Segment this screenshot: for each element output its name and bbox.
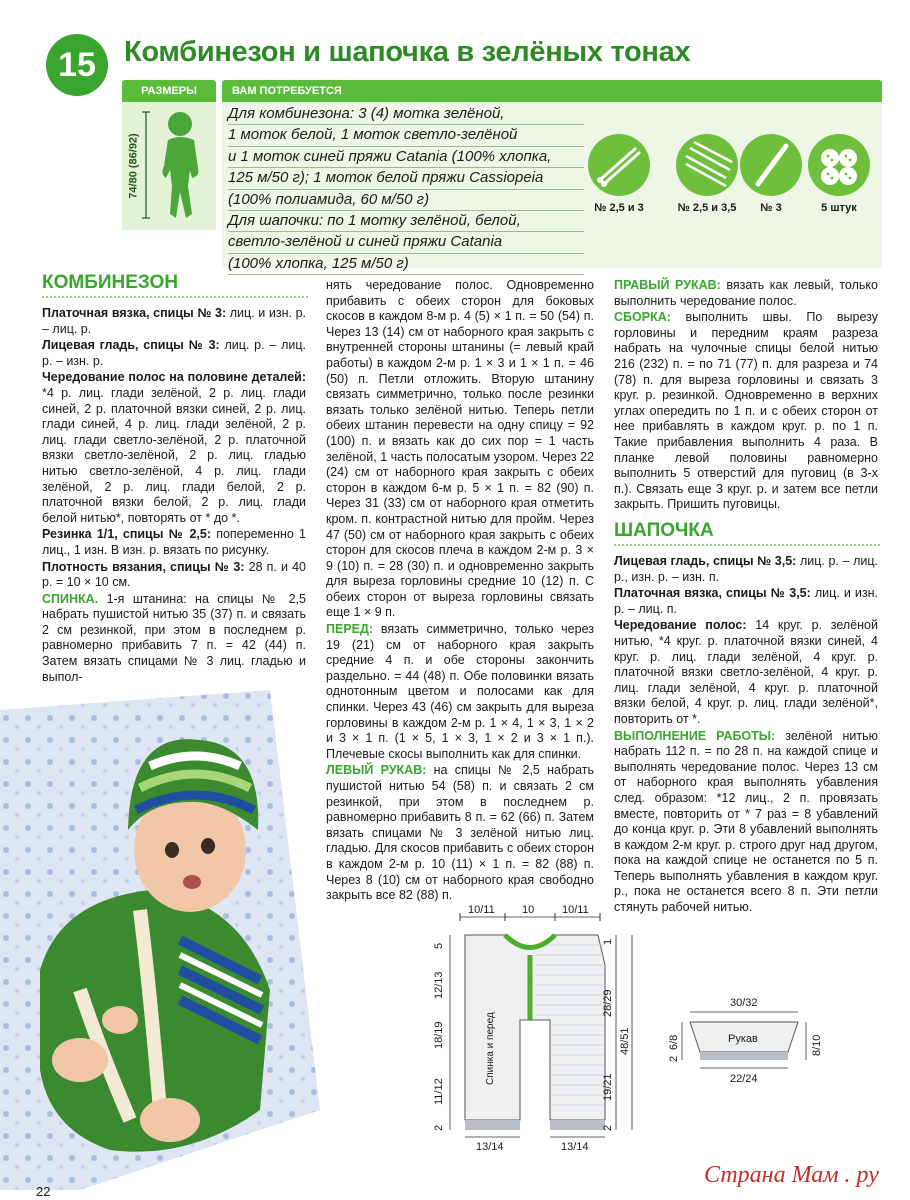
column-3-text-top <box>614 278 878 514</box>
sleeve-dim-top: 30/32 <box>730 997 758 1009</box>
column-3-text-bottom <box>614 554 878 917</box>
watermark: Страна Мам . ру <box>704 1162 879 1188</box>
dim-bottom-right: 13/14 <box>561 1141 589 1153</box>
term: Платочная вязка, спицы № 3: <box>42 306 227 320</box>
text: лиц. р. – лиц. р. – изн. р. <box>42 338 306 368</box>
dim-left-2: 18/19 <box>433 1021 445 1049</box>
term: Платочная вязка, спицы № 3,5: <box>614 586 811 601</box>
text: вязать симметрично, только через 19 (21) см от наборного края закрыть средние 4 п. и обе стороны закончить раздельно. = 44 (48) п. Обе половинки вязать однотонным цветом и полосами как для спинки. Через 43 (46) см закрыть для выреза горловины в каждом 2-м р. 1 × 4, 1 × 3, 1 × 2 и 3 × 1 п. (1 × 5, 1 × 3, 1 × 2 и 3 × 1 п.). Плечевые скосы выполнить как для спинки. <box>326 622 594 761</box>
sleeve-dim-right: 8/10 <box>811 1034 823 1056</box>
term: Резинка 1/1, спицы № 2,5: <box>42 527 211 542</box>
text: выполнить швы. По вырезу горловины и передним краям разреза набрать на чулочные спицы белой нитью 216 (232) п. = по 71 (77) п. для разреза и 74 (78) п. для выреза горловины и связать 3 круг. р. резинкой. Одновременно в верхних углах опередить по 1 п. и с обеих сторон от нее прибавлять в каждом круг. р. по 1 п. Такие прибавления выполнить 4 раза. В планке левой половины равномерно выполнить 5 отверстий для пуговиц (в 3-х п.). Связать еще 3 круг. р. и затем все петли закрыть. Пришить пуговицы. <box>614 310 878 512</box>
materials-line: (100% хлопка, 125 м/50 г) <box>228 254 584 275</box>
dim-right-top: 28/29 <box>602 989 614 1017</box>
term: Лицевая гладь, спицы № 3: <box>42 338 220 353</box>
dim-right-bottom: 19/21 <box>602 1073 614 1101</box>
subhead: ВЫПОЛНЕНИЕ РАБОТЫ: <box>614 728 776 743</box>
sleeve-dim-left2: 6/8 <box>668 1034 680 1050</box>
buttons-icon <box>808 134 870 196</box>
section-heading-hat: ШАПОЧКА <box>614 520 714 541</box>
materials-line: (100% полиамида, 60 м/50 г) <box>228 190 584 211</box>
dim-top-left: 10/11 <box>468 904 495 916</box>
materials-line: 1 моток белой, 1 моток светло-зелёной <box>228 125 584 146</box>
text: зелёной нитью набрать 112 п. = по 28 п. на каждой спице и выполнять чередование полос. Через 13 см от наборного края выполнять убавления след. образом: *12 лиц., 2 п. провязать вместе, повторить от * 7 раз = 8 убавлений до конца круг. р. Эти 8 убавлений выполнять в каждом 2-м круг. р. строго друг над другом, пока на каждой спице не останется по 5 п. Теперь выполнять убавления в каждом круг. р., пока не останется всего 8 п. Эти петли стянуть рабочей нитью. <box>614 728 878 915</box>
text: на спицы № 2,5 набрать пушистой нитью 54 (58) п. и связать 2 см резинкой, при этом в последнем р. равномерно прибавить 8 п. = 62 (66) п. Затем вязать спицами № 3 зелёной нитью лиц. гладью. Для скосов прибавить с обеих сторон в каждом 2-м р. 10 (11) × 1 п. = 82 (88) п. Через 8 (10) см от наборного края свободно закрыть все 82 (88) п. <box>326 763 594 903</box>
column-1-text <box>42 306 306 686</box>
subhead: ЛЕВЫЙ РУКАВ: <box>326 763 427 778</box>
project-number-badge <box>46 34 108 96</box>
dim-right-total: 48/51 <box>619 1027 631 1055</box>
materials-text <box>228 104 584 275</box>
dim-left-bottom: 2 <box>433 1124 445 1131</box>
dim-left-1: 12/13 <box>433 971 445 999</box>
text: 1-я штанина: на спицы № 2,5 набрать пушистой нитью 35 (37) п. и связать 2 см резинкой, при этом в последнем р. равномерно прибавить 7 п. = 42 (44) п. Затем вязать спицами № 3 лиц. гладью и выпол- <box>42 591 306 684</box>
text: попеременно 1 лиц., 1 изн. В изн. р. вязать по рисунку. <box>42 527 306 557</box>
baby-photo <box>0 690 320 1190</box>
sizes-tab: РАЗМЕРЫ <box>122 80 216 102</box>
text: лиц. и изн. р. – лиц. п. <box>614 586 878 616</box>
materials-line: 125 м/50 г); 1 моток белой пряжи Cassiopeia <box>228 168 584 189</box>
tool-label: № 2,5 и 3 <box>594 202 644 214</box>
sizes-value: 74/80 (86/92) <box>128 133 140 199</box>
dim-right-bottom-small: 2 <box>602 1124 614 1131</box>
sizes-value-wrap <box>126 110 142 222</box>
text: лиц. р. – лиц. р., изн. р. – изн. п. <box>614 554 878 584</box>
diagram-center-label: Спинка и перед <box>485 1012 496 1085</box>
dim-right-small: 1 <box>602 938 614 945</box>
materials-line: светло-зелёной и синей пряжи Catania <box>228 232 584 253</box>
text: нять чередование полос. Одновременно прибавить с обеих сторон для боковых скосов в каждом 8-м р. 4 (5) × 1 п. = 50 (54) п. Через 13 (14) см от наборного края закрыть с внутренней стороны штанины (= левый край работы) в каждом 2-м р. 1 × 3 и 1 × 1 п. = 46 (50) п. Петли отложить. Вторую штанину связать симметрично, только после резинки вязать только зелёной нитью. Теперь петли обеих штанин перевести на одну спицу = 92 (100) п. и вязать как до сих пор = 1 часть зелёной, 1 часть полосатым узором. Через 22 (24) см от наборного края закрыть с обеих сторон в каждом 6-м р. 5 × 1 п. = 82 (90) п. Через 31 (33) см от наборного края отметить кром. п. контрастной нитью для пройм. Через 47 (50) см от наборного края закрыть с обеих сторон для скосов плеча в каждом 2-м р. 3 × 9 (10) п. = 28 (30) п. и одновременно закрыть для выреза горловины средние 10 (12) п. С обеих сторон от выреза горловины связать еще 1 × 9 п. <box>326 278 594 620</box>
dim-left-top: 5 <box>433 942 445 949</box>
page-number: 22 <box>36 1184 51 1199</box>
text: *4 р. лиц. глади зелёной, 2 р. лиц. глади синей, 2 р. платочной вязки синей, 2 р. лиц. глади синей, 4 р. лиц. глади зелёной, 2 р. лиц. глади светло-зелёной, 2 р. платочной вязки светло-зелёной, 2 р. лиц. гладью нитью светло-зелёной, 4 р. лиц. глади зелёной, 2 р. лиц. глади белой, 2 р. платочной вязки белой, 2 р. лиц. глади белой нитью*, повторять от * до *. <box>42 385 306 525</box>
materials-line: Для комбинезона: 3 (4) мотка зелёной, <box>228 104 584 125</box>
section-heading-overall: КОМБИНЕЗОН <box>42 272 179 293</box>
materials-line: и 1 моток синей пряжи Catania (100% хлопка, <box>228 147 584 168</box>
text: 28 п. и 40 р. = 10 × 10 см. <box>42 559 306 590</box>
term: Плотность вязания, спицы № 3: <box>42 559 245 574</box>
tool-label: № 3 <box>760 202 782 214</box>
term: Чередование полос: <box>614 618 747 633</box>
sleeve-label: Рукав <box>728 1033 758 1045</box>
crochet-hook-icon <box>740 134 802 196</box>
tool-label: № 2,5 и 3,5 <box>677 202 737 214</box>
section-rule <box>42 296 308 298</box>
text: лиц. и изн. р. – лиц. р. <box>42 306 306 336</box>
sleeve-dim-bottom: 22/24 <box>730 1073 758 1085</box>
dim-bottom-left: 13/14 <box>476 1141 504 1153</box>
dim-left-3: 11/12 <box>433 1078 445 1105</box>
subhead: СПИНКА. <box>42 591 99 606</box>
pattern-diagram-body <box>420 905 640 1155</box>
subhead: ПРАВЫЙ РУКАВ: <box>614 278 721 292</box>
project-number: 15 <box>58 45 96 84</box>
page-title: Комбинезон и шапочка в зелёных тонах <box>124 36 691 68</box>
dim-top-right: 10/11 <box>562 904 589 916</box>
knitting-needles-icon <box>588 134 650 196</box>
text: 14 круг. р. зелёной нитью, *4 круг. р. платочной вязки синей, 4 круг. р. лиц. глади зелёной, 4 круг. р. платочной вязки светло-зелёной, 4 круг. р. лиц. глади зелёной, 4 круг. р. платочной вязки белой, 4 круг. р. лиц. глади зелёной*, повторить от *. <box>614 618 878 726</box>
subhead: СБОРКА: <box>614 310 671 325</box>
text: вязать как левый, только выполнить чередование полос. <box>614 278 878 308</box>
section-rule <box>614 544 880 546</box>
subhead: ПЕРЕД: <box>326 622 374 637</box>
materials-line: Для шапочки: по 1 мотку зелёной, белой, <box>228 211 584 232</box>
term: Чередование полос на половине деталей: <box>42 370 306 385</box>
term: Лицевая гладь, спицы № 3,5: <box>614 554 797 568</box>
materials-tab: ВАМ ПОТРЕБУЕТСЯ <box>222 80 882 102</box>
pattern-diagram-sleeve <box>660 990 823 1090</box>
sleeve-dim-left: 2 <box>668 1055 680 1062</box>
column-2-text <box>326 278 594 905</box>
tool-label: 5 штук <box>821 202 857 214</box>
circular-needles-icon <box>676 134 738 196</box>
dim-top-mid: 10 <box>522 904 535 916</box>
baby-silhouette-icon <box>142 106 212 224</box>
